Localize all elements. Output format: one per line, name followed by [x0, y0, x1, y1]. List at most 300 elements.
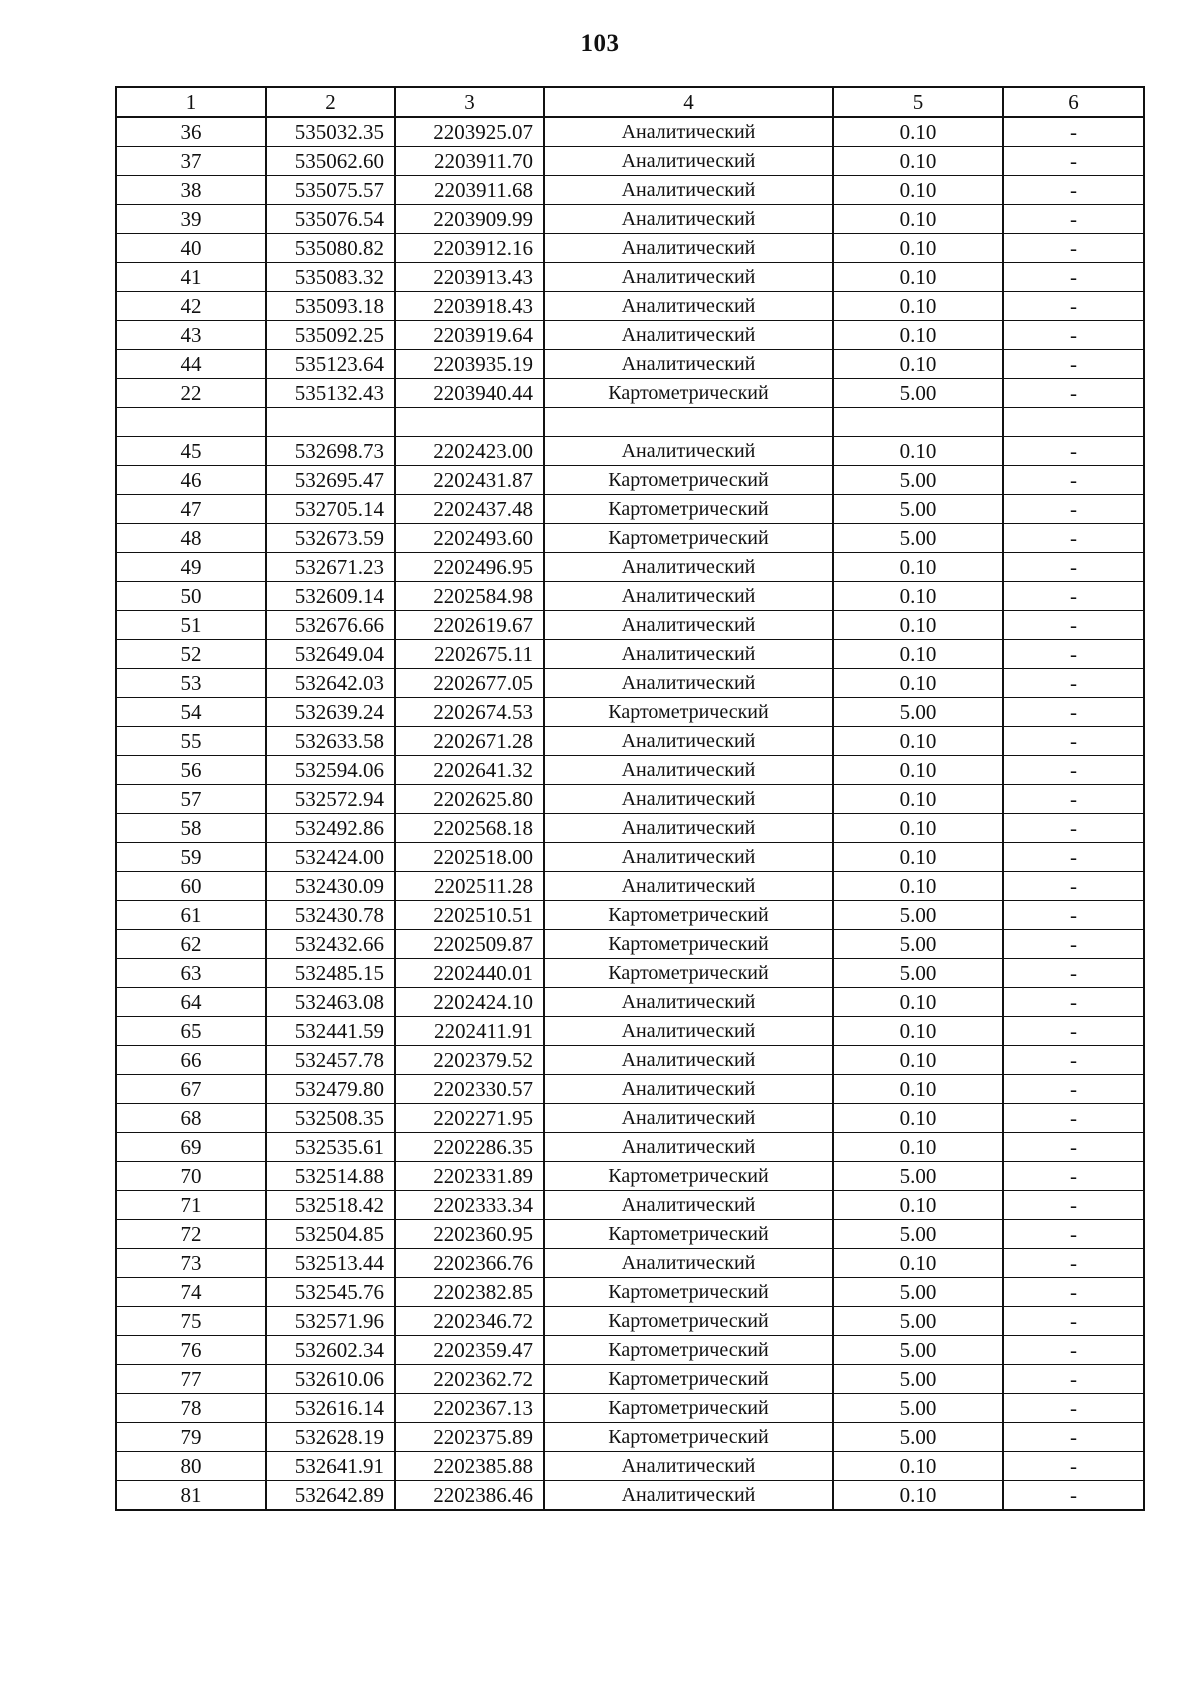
x-coordinate-cell: 532602.34	[266, 1336, 395, 1365]
method-cell: Аналитический	[544, 727, 833, 756]
accuracy-cell: 0.10	[833, 1046, 1003, 1075]
y-coordinate-cell: 2203912.16	[395, 234, 544, 263]
accuracy-cell: 0.10	[833, 292, 1003, 321]
table-row	[116, 176, 1144, 205]
method-cell: Картометрический	[544, 1423, 833, 1452]
note-cell: -	[1003, 1249, 1144, 1278]
point-number-cell: 70	[116, 1162, 266, 1191]
point-number-cell: 65	[116, 1017, 266, 1046]
point-number-cell: 77	[116, 1365, 266, 1394]
table-row	[116, 669, 1144, 698]
point-number-cell: 38	[116, 176, 266, 205]
y-coordinate-cell: 2202386.46	[395, 1481, 544, 1511]
accuracy-cell: 5.00	[833, 1220, 1003, 1249]
accuracy-cell: 5.00	[833, 901, 1003, 930]
y-coordinate-cell: 2202677.05	[395, 669, 544, 698]
point-number-cell: 53	[116, 669, 266, 698]
point-number-cell: 39	[116, 205, 266, 234]
table-row	[116, 959, 1144, 988]
point-number-cell: 59	[116, 843, 266, 872]
x-coordinate-cell: 532457.78	[266, 1046, 395, 1075]
method-cell: Аналитический	[544, 1046, 833, 1075]
x-coordinate-cell: 532609.14	[266, 582, 395, 611]
table-row	[116, 205, 1144, 234]
accuracy-cell: 0.10	[833, 843, 1003, 872]
note-cell: -	[1003, 263, 1144, 292]
note-cell: -	[1003, 524, 1144, 553]
accuracy-cell: 0.10	[833, 147, 1003, 176]
column-header: 1	[116, 87, 266, 117]
method-cell: Аналитический	[544, 843, 833, 872]
method-cell: Аналитический	[544, 321, 833, 350]
page-number: 103	[580, 30, 620, 57]
table-row	[116, 263, 1144, 292]
y-coordinate-cell: 2202674.53	[395, 698, 544, 727]
note-cell: -	[1003, 1046, 1144, 1075]
table-row	[116, 350, 1144, 379]
note-cell: -	[1003, 959, 1144, 988]
accuracy-cell: 5.00	[833, 959, 1003, 988]
note-cell: -	[1003, 988, 1144, 1017]
x-coordinate-cell: 535083.32	[266, 263, 395, 292]
x-coordinate-cell: 532430.78	[266, 901, 395, 930]
x-coordinate-cell: 535075.57	[266, 176, 395, 205]
column-header: 2	[266, 87, 395, 117]
y-coordinate-cell: 2202362.72	[395, 1365, 544, 1394]
point-number-cell: 46	[116, 466, 266, 495]
point-number-cell: 81	[116, 1481, 266, 1511]
x-coordinate-cell: 532463.08	[266, 988, 395, 1017]
note-cell: -	[1003, 843, 1144, 872]
point-number-cell: 61	[116, 901, 266, 930]
method-cell	[544, 408, 833, 437]
y-coordinate-cell: 2202333.34	[395, 1191, 544, 1220]
x-coordinate-cell: 532430.09	[266, 872, 395, 901]
y-coordinate-cell: 2202385.88	[395, 1452, 544, 1481]
y-coordinate-cell: 2202671.28	[395, 727, 544, 756]
method-cell: Аналитический	[544, 263, 833, 292]
point-number-cell: 22	[116, 379, 266, 408]
point-number-cell: 58	[116, 814, 266, 843]
table-row	[116, 1423, 1144, 1452]
note-cell	[1003, 408, 1144, 437]
x-coordinate-cell: 532642.89	[266, 1481, 395, 1511]
x-coordinate-cell: 535062.60	[266, 147, 395, 176]
note-cell: -	[1003, 1075, 1144, 1104]
accuracy-cell: 5.00	[833, 1278, 1003, 1307]
table-row	[116, 872, 1144, 901]
x-coordinate-cell: 532504.85	[266, 1220, 395, 1249]
x-coordinate-cell: 532642.03	[266, 669, 395, 698]
note-cell: -	[1003, 1394, 1144, 1423]
table-row	[116, 756, 1144, 785]
note-cell: -	[1003, 669, 1144, 698]
accuracy-cell	[833, 408, 1003, 437]
note-cell: -	[1003, 785, 1144, 814]
note-cell: -	[1003, 553, 1144, 582]
point-number-cell: 55	[116, 727, 266, 756]
method-cell: Аналитический	[544, 1191, 833, 1220]
method-cell: Аналитический	[544, 988, 833, 1017]
method-cell: Аналитический	[544, 814, 833, 843]
method-cell: Аналитический	[544, 1104, 833, 1133]
note-cell: -	[1003, 1017, 1144, 1046]
x-coordinate-cell: 535092.25	[266, 321, 395, 350]
accuracy-cell: 5.00	[833, 1336, 1003, 1365]
table-header-row	[116, 87, 1144, 117]
x-coordinate-cell: 535093.18	[266, 292, 395, 321]
accuracy-cell: 0.10	[833, 1075, 1003, 1104]
accuracy-cell: 0.10	[833, 1191, 1003, 1220]
accuracy-cell: 0.10	[833, 669, 1003, 698]
accuracy-cell: 0.10	[833, 1104, 1003, 1133]
x-coordinate-cell: 532695.47	[266, 466, 395, 495]
y-coordinate-cell: 2202411.91	[395, 1017, 544, 1046]
method-cell: Аналитический	[544, 437, 833, 466]
note-cell: -	[1003, 640, 1144, 669]
point-number-cell: 73	[116, 1249, 266, 1278]
note-cell: -	[1003, 292, 1144, 321]
x-coordinate-cell	[266, 408, 395, 437]
method-cell: Аналитический	[544, 350, 833, 379]
point-number-cell: 36	[116, 117, 266, 147]
note-cell: -	[1003, 1104, 1144, 1133]
note-cell: -	[1003, 495, 1144, 524]
point-number-cell: 47	[116, 495, 266, 524]
table-row	[116, 234, 1144, 263]
method-cell: Аналитический	[544, 1075, 833, 1104]
x-coordinate-cell: 532633.58	[266, 727, 395, 756]
y-coordinate-cell: 2202379.52	[395, 1046, 544, 1075]
method-cell: Картометрический	[544, 495, 833, 524]
y-coordinate-cell: 2203935.19	[395, 350, 544, 379]
accuracy-cell: 5.00	[833, 1162, 1003, 1191]
table-row	[116, 524, 1144, 553]
accuracy-cell: 0.10	[833, 176, 1003, 205]
accuracy-cell: 0.10	[833, 1249, 1003, 1278]
method-cell: Аналитический	[544, 640, 833, 669]
accuracy-cell: 0.10	[833, 1481, 1003, 1511]
table-row	[116, 1249, 1144, 1278]
y-coordinate-cell: 2202330.57	[395, 1075, 544, 1104]
note-cell: -	[1003, 582, 1144, 611]
accuracy-cell: 0.10	[833, 988, 1003, 1017]
note-cell: -	[1003, 872, 1144, 901]
note-cell: -	[1003, 1481, 1144, 1511]
accuracy-cell: 0.10	[833, 263, 1003, 292]
x-coordinate-cell: 532492.86	[266, 814, 395, 843]
point-number-cell: 49	[116, 553, 266, 582]
x-coordinate-cell: 532705.14	[266, 495, 395, 524]
method-cell: Картометрический	[544, 524, 833, 553]
table-row	[116, 379, 1144, 408]
accuracy-cell: 0.10	[833, 611, 1003, 640]
table-row	[116, 785, 1144, 814]
method-cell: Картометрический	[544, 1220, 833, 1249]
x-coordinate-cell: 532432.66	[266, 930, 395, 959]
table-row	[116, 1220, 1144, 1249]
table-row	[116, 727, 1144, 756]
table-row	[116, 930, 1144, 959]
accuracy-cell: 5.00	[833, 379, 1003, 408]
note-cell: -	[1003, 1278, 1144, 1307]
y-coordinate-cell: 2203918.43	[395, 292, 544, 321]
y-coordinate-cell: 2202382.85	[395, 1278, 544, 1307]
y-coordinate-cell: 2202518.00	[395, 843, 544, 872]
x-coordinate-cell: 532649.04	[266, 640, 395, 669]
table-row	[116, 1394, 1144, 1423]
y-coordinate-cell: 2202511.28	[395, 872, 544, 901]
point-number-cell: 45	[116, 437, 266, 466]
note-cell: -	[1003, 814, 1144, 843]
y-coordinate-cell: 2203919.64	[395, 321, 544, 350]
method-cell: Аналитический	[544, 872, 833, 901]
accuracy-cell: 0.10	[833, 872, 1003, 901]
method-cell: Картометрический	[544, 1307, 833, 1336]
note-cell: -	[1003, 727, 1144, 756]
x-coordinate-cell: 532671.23	[266, 553, 395, 582]
accuracy-cell: 0.10	[833, 234, 1003, 263]
y-coordinate-cell: 2202366.76	[395, 1249, 544, 1278]
table-row	[116, 988, 1144, 1017]
table-row	[116, 814, 1144, 843]
point-number-cell: 66	[116, 1046, 266, 1075]
table-row	[116, 117, 1144, 147]
table-row	[116, 640, 1144, 669]
y-coordinate-cell: 2202359.47	[395, 1336, 544, 1365]
y-coordinate-cell: 2203940.44	[395, 379, 544, 408]
table-row	[116, 1191, 1144, 1220]
method-cell: Картометрический	[544, 698, 833, 727]
note-cell: -	[1003, 611, 1144, 640]
y-coordinate-cell: 2202568.18	[395, 814, 544, 843]
table-row	[116, 495, 1144, 524]
table-row	[116, 1162, 1144, 1191]
table-row	[116, 1075, 1144, 1104]
method-cell: Картометрический	[544, 379, 833, 408]
x-coordinate-cell: 535123.64	[266, 350, 395, 379]
y-coordinate-cell: 2202641.32	[395, 756, 544, 785]
table-row	[116, 1046, 1144, 1075]
method-cell: Картометрический	[544, 930, 833, 959]
table-row	[116, 843, 1144, 872]
x-coordinate-cell: 532698.73	[266, 437, 395, 466]
point-number-cell: 72	[116, 1220, 266, 1249]
method-cell: Картометрический	[544, 1365, 833, 1394]
point-number-cell: 76	[116, 1336, 266, 1365]
point-number-cell: 78	[116, 1394, 266, 1423]
y-coordinate-cell: 2203913.43	[395, 263, 544, 292]
y-coordinate-cell: 2202331.89	[395, 1162, 544, 1191]
method-cell: Аналитический	[544, 669, 833, 698]
y-coordinate-cell: 2202375.89	[395, 1423, 544, 1452]
note-cell: -	[1003, 176, 1144, 205]
accuracy-cell: 0.10	[833, 756, 1003, 785]
method-cell: Аналитический	[544, 176, 833, 205]
method-cell: Аналитический	[544, 117, 833, 147]
x-coordinate-cell: 532485.15	[266, 959, 395, 988]
method-cell: Аналитический	[544, 1017, 833, 1046]
point-number-cell: 37	[116, 147, 266, 176]
y-coordinate-cell	[395, 408, 544, 437]
point-number-cell: 75	[116, 1307, 266, 1336]
accuracy-cell: 0.10	[833, 640, 1003, 669]
point-number-cell: 56	[116, 756, 266, 785]
method-cell: Аналитический	[544, 1133, 833, 1162]
y-coordinate-cell: 2202286.35	[395, 1133, 544, 1162]
note-cell: -	[1003, 1220, 1144, 1249]
point-number-cell: 41	[116, 263, 266, 292]
method-cell: Картометрический	[544, 1394, 833, 1423]
note-cell: -	[1003, 1365, 1144, 1394]
point-number-cell: 44	[116, 350, 266, 379]
note-cell: -	[1003, 350, 1144, 379]
point-number-cell: 62	[116, 930, 266, 959]
point-number-cell: 71	[116, 1191, 266, 1220]
method-cell: Картометрический	[544, 466, 833, 495]
accuracy-cell: 5.00	[833, 466, 1003, 495]
column-header: 5	[833, 87, 1003, 117]
point-number-cell: 40	[116, 234, 266, 263]
table-row	[116, 1307, 1144, 1336]
accuracy-cell: 5.00	[833, 930, 1003, 959]
accuracy-cell: 0.10	[833, 553, 1003, 582]
accuracy-cell: 0.10	[833, 1133, 1003, 1162]
note-cell: -	[1003, 756, 1144, 785]
method-cell: Аналитический	[544, 582, 833, 611]
y-coordinate-cell: 2202493.60	[395, 524, 544, 553]
y-coordinate-cell: 2203911.68	[395, 176, 544, 205]
x-coordinate-cell: 532673.59	[266, 524, 395, 553]
column-header: 6	[1003, 87, 1144, 117]
accuracy-cell: 5.00	[833, 495, 1003, 524]
x-coordinate-cell: 532571.96	[266, 1307, 395, 1336]
note-cell: -	[1003, 379, 1144, 408]
method-cell: Аналитический	[544, 1481, 833, 1511]
table-row	[116, 466, 1144, 495]
table-row	[116, 147, 1144, 176]
x-coordinate-cell: 532639.24	[266, 698, 395, 727]
y-coordinate-cell: 2202675.11	[395, 640, 544, 669]
table-row	[116, 1336, 1144, 1365]
accuracy-cell: 5.00	[833, 1423, 1003, 1452]
x-coordinate-cell: 532628.19	[266, 1423, 395, 1452]
accuracy-cell: 0.10	[833, 321, 1003, 350]
accuracy-cell: 5.00	[833, 1307, 1003, 1336]
method-cell: Аналитический	[544, 785, 833, 814]
note-cell: -	[1003, 1191, 1144, 1220]
x-coordinate-cell: 535076.54	[266, 205, 395, 234]
table-row	[116, 1017, 1144, 1046]
x-coordinate-cell: 532676.66	[266, 611, 395, 640]
method-cell: Аналитический	[544, 234, 833, 263]
note-cell: -	[1003, 205, 1144, 234]
accuracy-cell: 0.10	[833, 350, 1003, 379]
point-number-cell: 68	[116, 1104, 266, 1133]
method-cell: Аналитический	[544, 1249, 833, 1278]
note-cell: -	[1003, 321, 1144, 350]
x-coordinate-cell: 532441.59	[266, 1017, 395, 1046]
point-number-cell: 52	[116, 640, 266, 669]
x-coordinate-cell: 535080.82	[266, 234, 395, 263]
note-cell: -	[1003, 117, 1144, 147]
accuracy-cell: 5.00	[833, 524, 1003, 553]
point-number-cell: 67	[116, 1075, 266, 1104]
y-coordinate-cell: 2202367.13	[395, 1394, 544, 1423]
y-coordinate-cell: 2202346.72	[395, 1307, 544, 1336]
method-cell: Аналитический	[544, 147, 833, 176]
y-coordinate-cell: 2202437.48	[395, 495, 544, 524]
x-coordinate-cell: 532424.00	[266, 843, 395, 872]
x-coordinate-cell: 535032.35	[266, 117, 395, 147]
note-cell: -	[1003, 1162, 1144, 1191]
y-coordinate-cell: 2202584.98	[395, 582, 544, 611]
table-row	[116, 1278, 1144, 1307]
method-cell: Картометрический	[544, 1162, 833, 1191]
y-coordinate-cell: 2203911.70	[395, 147, 544, 176]
note-cell: -	[1003, 1307, 1144, 1336]
method-cell: Картометрический	[544, 1336, 833, 1365]
y-coordinate-cell: 2203909.99	[395, 205, 544, 234]
coordinates-table	[115, 86, 1145, 1511]
table-row	[116, 1104, 1144, 1133]
x-coordinate-cell: 532616.14	[266, 1394, 395, 1423]
accuracy-cell: 5.00	[833, 698, 1003, 727]
method-cell: Аналитический	[544, 756, 833, 785]
table-row	[116, 1481, 1144, 1511]
point-number-cell: 79	[116, 1423, 266, 1452]
x-coordinate-cell: 532641.91	[266, 1452, 395, 1481]
accuracy-cell: 0.10	[833, 727, 1003, 756]
table-row	[116, 408, 1144, 437]
method-cell: Аналитический	[544, 1452, 833, 1481]
accuracy-cell: 5.00	[833, 1394, 1003, 1423]
point-number-cell: 69	[116, 1133, 266, 1162]
table-row	[116, 611, 1144, 640]
y-coordinate-cell: 2202625.80	[395, 785, 544, 814]
method-cell: Картометрический	[544, 901, 833, 930]
accuracy-cell: 0.10	[833, 437, 1003, 466]
note-cell: -	[1003, 234, 1144, 263]
point-number-cell: 64	[116, 988, 266, 1017]
point-number-cell: 80	[116, 1452, 266, 1481]
table-row	[116, 437, 1144, 466]
accuracy-cell: 0.10	[833, 814, 1003, 843]
method-cell: Аналитический	[544, 553, 833, 582]
point-number-cell: 48	[116, 524, 266, 553]
point-number-cell	[116, 408, 266, 437]
x-coordinate-cell: 532508.35	[266, 1104, 395, 1133]
accuracy-cell: 0.10	[833, 1017, 1003, 1046]
y-coordinate-cell: 2202440.01	[395, 959, 544, 988]
note-cell: -	[1003, 437, 1144, 466]
y-coordinate-cell: 2202271.95	[395, 1104, 544, 1133]
y-coordinate-cell: 2202431.87	[395, 466, 544, 495]
column-header: 3	[395, 87, 544, 117]
note-cell: -	[1003, 147, 1144, 176]
table-row	[116, 582, 1144, 611]
x-coordinate-cell: 532594.06	[266, 756, 395, 785]
y-coordinate-cell: 2202510.51	[395, 901, 544, 930]
y-coordinate-cell: 2202423.00	[395, 437, 544, 466]
note-cell: -	[1003, 901, 1144, 930]
point-number-cell: 50	[116, 582, 266, 611]
x-coordinate-cell: 532479.80	[266, 1075, 395, 1104]
point-number-cell: 42	[116, 292, 266, 321]
note-cell: -	[1003, 930, 1144, 959]
table-row	[116, 553, 1144, 582]
x-coordinate-cell: 532518.42	[266, 1191, 395, 1220]
